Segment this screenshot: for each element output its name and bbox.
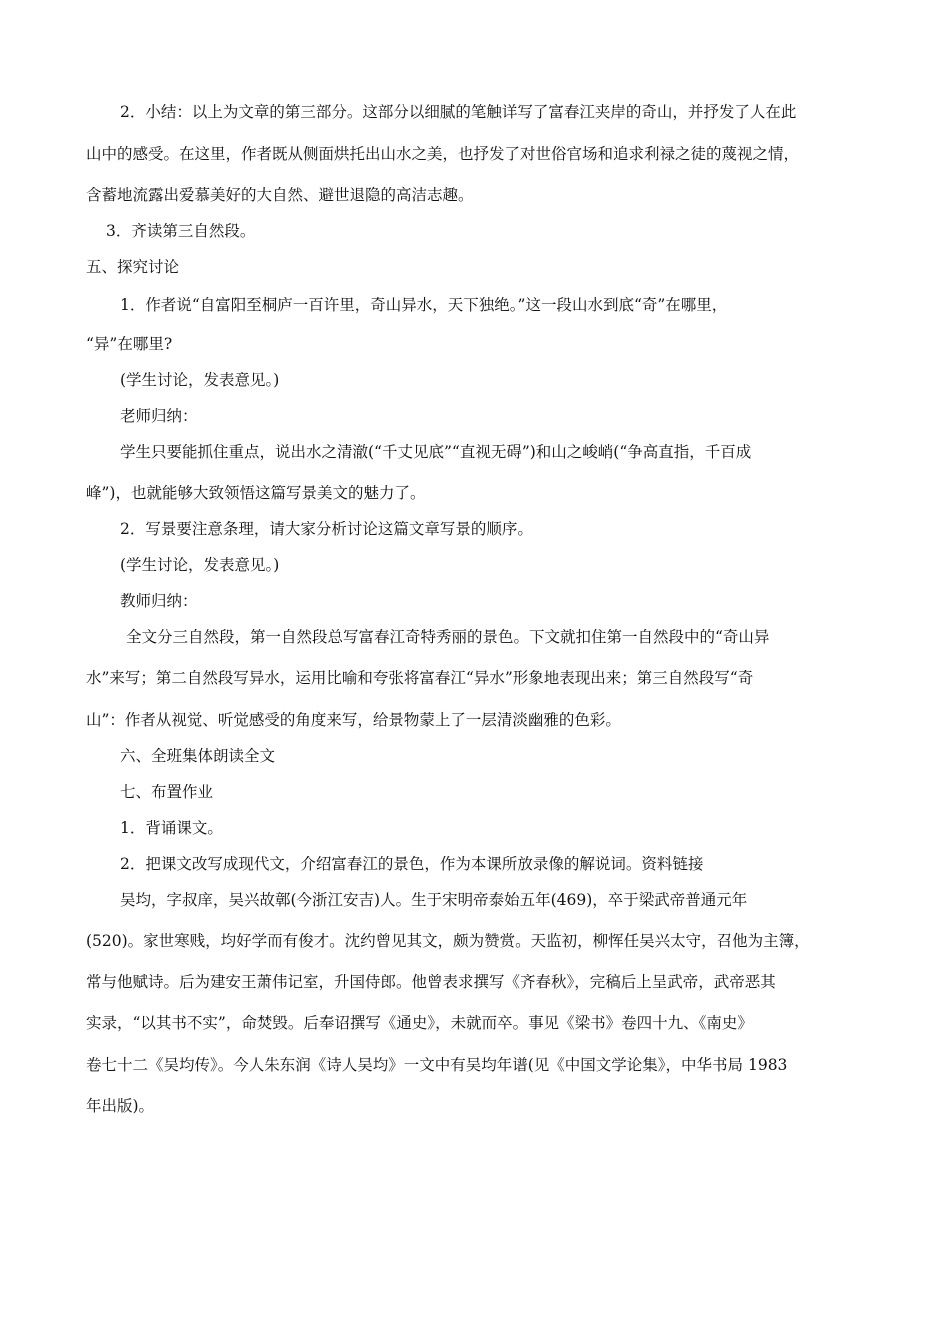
text-line: 2．小结：以上为文章的第三部分。这部分以细腻的笔触详写了富春江夹岸的奇山，并抒发了人在此 (120, 103, 797, 121)
text-line: 峰”)，也就能够大致领悟这篇写景美文的魅力了。 (86, 484, 426, 502)
text-line: (学生讨论，发表意见。) (120, 556, 280, 574)
text-line: 卷七十二《吴均传》。今人朱东润《诗人吴均》一文中有吴均年谱(见《中国文学论集》，中华书局 1983 (86, 1056, 788, 1074)
text-line: 全文分三自然段，第一自然段总写富春江奇特秀丽的景色。下文就扣住第一自然段中的“奇山异 (126, 628, 770, 646)
text-line: 1．背诵课文。 (120, 819, 223, 837)
text-line: 吴均，字叔庠，吴兴故鄣(今浙江安吉)人。生于宋明帝泰始五年(469)，卒于梁武帝普通元年 (120, 891, 748, 909)
text-line: 3．齐读第三自然段。 (106, 222, 256, 240)
text-line: (学生讨论，发表意见。) (120, 371, 280, 389)
text-line: 实录，“以其书不实”，命焚毁。后奉诏撰写《通史》，未就而卒。事见《梁书》卷四十九、《南史》 (86, 1014, 753, 1032)
text-line: 山”：作者从视觉、听觉感受的角度来写，给景物蒙上了一层清淡幽雅的色彩。 (86, 711, 621, 729)
section-heading: 五、探究讨论 (86, 258, 180, 276)
text-line: 2．写景要注意条理，请大家分析讨论这篇文章写景的顺序。 (120, 520, 533, 538)
text-line: 1．作者说“自富阳至桐庐一百许里，奇山异水，天下独绝。”这一段山水到底“奇”在哪里， (120, 296, 728, 314)
text-line: 含蓄地流露出爱慕美好的大自然、避世退隐的高洁志趣。 (86, 186, 474, 204)
section-heading: 七、布置作业 (120, 783, 214, 801)
text-line: “异”在哪里? (86, 335, 173, 353)
text-line: (520)。家世寒贱，均好学而有俊才。沈约曾见其文，颇为赞赏。天监初，柳恽任吴兴太守，召他为主簿， (86, 932, 810, 950)
text-line: 年出版)。 (86, 1097, 155, 1115)
text-line: 常与他赋诗。后为建安王萧伟记室，升国侍郎。他曾表求撰写《齐春秋》，完稿后上呈武帝，武帝恶其 (86, 973, 776, 991)
text-line: 教师归纳： (120, 592, 198, 610)
text-line: 山中的感受。在这里，作者既从侧面烘托出山水之美，也抒发了对世俗官场和追求利禄之徒的蔑视之情， (86, 145, 800, 163)
text-line: 2．把课文改写成现代文，介绍富春江的景色，作为本课所放录像的解说词。资料链接 (120, 855, 704, 873)
text-line: 老师归纳： (120, 407, 198, 425)
text-line: 水”来写；第二自然段写异水，运用比喻和夸张将富春江“异水”形象地表现出来；第三自然段写“奇 (86, 669, 754, 687)
text-line: 学生只要能抓住重点，说出水之清澈(“千丈见底”“直视无碍”)和山之峻峭(“争高直指，千百成 (120, 443, 752, 461)
section-heading: 六、全班集体朗读全文 (120, 747, 276, 765)
